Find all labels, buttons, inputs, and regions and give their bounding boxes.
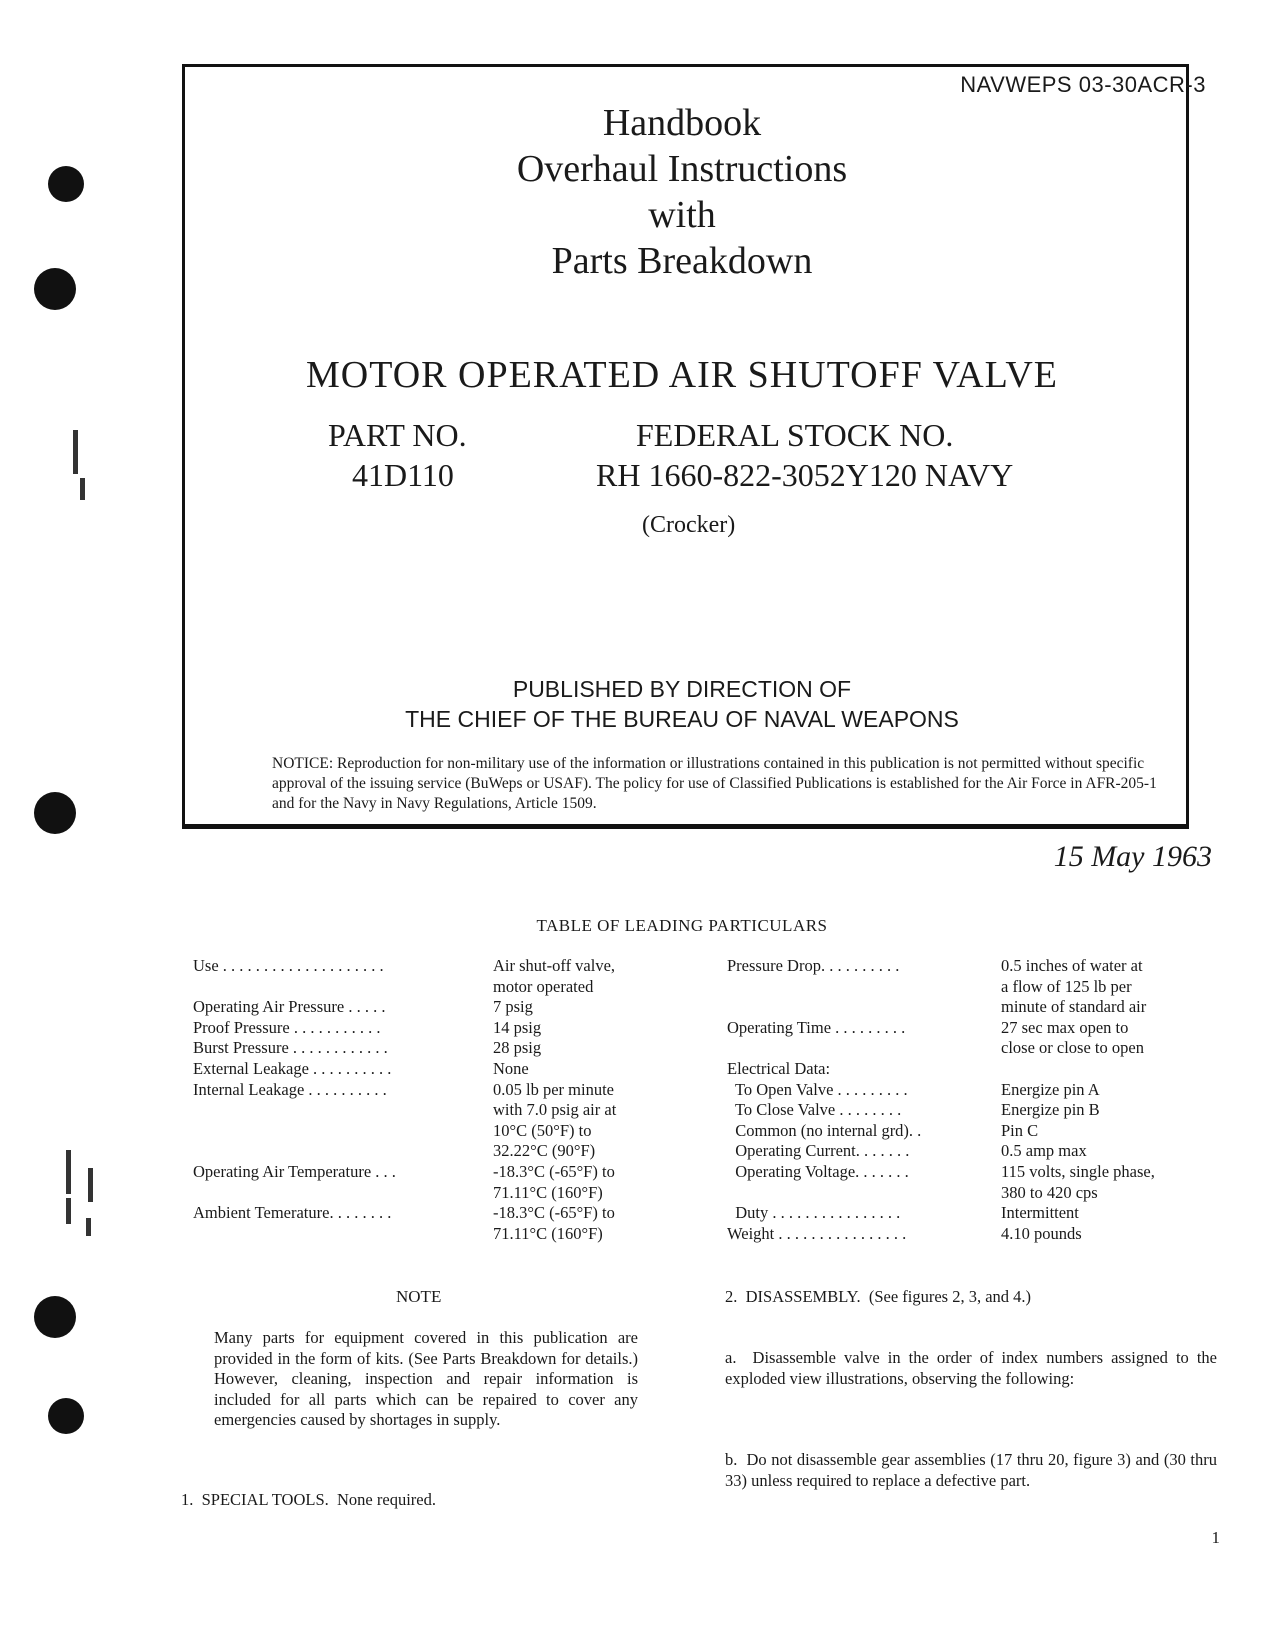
spec-row: [193, 1059, 673, 1080]
spec-value: Intermittent: [1001, 1203, 1079, 1223]
leading-particulars-left: [193, 956, 673, 1244]
spec-row: [727, 1080, 1217, 1101]
staple-mark: [73, 430, 78, 474]
spec-label: Use . . . . . . . . . . . . . . . . . . . .: [193, 956, 384, 975]
spec-row: [193, 1018, 673, 1039]
binder-hole: [34, 792, 76, 834]
spec-value: 380 to 420 cps: [1001, 1182, 1098, 1202]
spec-value: a flow of 125 lb per: [1001, 976, 1132, 996]
leading-particulars-right: [727, 956, 1217, 1244]
spec-label: To Close Valve . . . . . . . .: [727, 1100, 902, 1120]
spec-row: [727, 1203, 1217, 1224]
spec-value: motor operated: [493, 976, 594, 996]
spec-value: Energize pin A: [1001, 1079, 1100, 1099]
spec-row: [193, 977, 673, 998]
spec-row: [193, 1121, 673, 1142]
spec-value: 0.05 lb per minute: [493, 1079, 614, 1099]
heading-line-4: Parts Breakdown: [551, 240, 813, 282]
spec-row: [193, 1038, 673, 1059]
binder-hole: [34, 1296, 76, 1338]
spec-label: Internal Leakage . . . . . . . . . .: [193, 1079, 387, 1099]
page-number: 1: [1211, 1528, 1220, 1547]
heading-line-2: Overhaul Instructions: [516, 148, 848, 190]
part-no: 41D110: [352, 457, 454, 493]
spec-value: minute of standard air: [1001, 997, 1147, 1017]
spec-value: -18.3°C (-65°F) to: [493, 1161, 615, 1181]
spec-value: 32.22°C (90°F): [493, 1141, 596, 1161]
spec-label: External Leakage . . . . . . . . . .: [193, 1058, 392, 1078]
notice-text: NOTICE: Reproduction for non-military use of the information or illustrations contained in this publication is not permitted without specific approval of the issuing service (BuWeps or USAF). The policy for use of Classified Publications is established for the Air Force in AFR-205-1 and for the Navy in Navy Regulations, Article 1509.: [272, 755, 1157, 812]
spec-label: Weight . . . . . . . . . . . . . . . .: [727, 1223, 907, 1243]
document-title: MOTOR OPERATED AIR SHUTOFF VALVE: [305, 354, 1059, 396]
spec-row: [193, 956, 673, 977]
spec-value: None: [493, 1058, 529, 1078]
spec-row: [193, 1224, 673, 1245]
spec-value: Energize pin B: [1001, 1100, 1100, 1120]
spec-label: Operating Air Pressure . . . . .: [193, 997, 386, 1017]
spec-label: Operating Air Temperature . . .: [193, 1161, 396, 1181]
spec-value: 14 psig: [493, 1017, 542, 1037]
spec-row: [727, 977, 1217, 998]
stock-no-label: FEDERAL STOCK NO.: [636, 417, 954, 453]
document-number: NAVWEPS 03-30ACR-3: [960, 72, 1206, 97]
spec-label: Operating Time . . . . . . . . .: [727, 1017, 906, 1037]
section-2-heading: 2. DISASSEMBLY. (See figures 2, 3, and 4.): [725, 1287, 1032, 1306]
staple-mark: [88, 1168, 93, 1202]
spec-row: [193, 997, 673, 1018]
spec-value: 115 volts, single phase,: [1001, 1161, 1155, 1181]
spec-label: To Open Valve . . . . . . . . .: [727, 1079, 908, 1099]
spec-label: Burst Pressure . . . . . . . . . . . .: [193, 1038, 388, 1058]
spec-row: [727, 1183, 1217, 1204]
stock-no: RH 1660-822-3052Y120 NAVY: [596, 457, 1014, 493]
spec-value: 10°C (50°F) to: [493, 1120, 592, 1140]
spec-row: [727, 1059, 1217, 1080]
staple-mark: [66, 1150, 71, 1194]
spec-row: [193, 1141, 673, 1162]
heading-line-1: Handbook: [602, 102, 762, 144]
spec-label: Pressure Drop. . . . . . . . . .: [727, 956, 900, 975]
part-no-label: PART NO.: [328, 417, 467, 453]
spec-row: [727, 1141, 1217, 1162]
spec-value: Pin C: [1001, 1120, 1039, 1140]
table-title: TABLE OF LEADING PARTICULARS: [536, 916, 828, 935]
spec-row: [727, 1162, 1217, 1183]
spec-label: Proof Pressure . . . . . . . . . . .: [193, 1017, 381, 1037]
section-2-para-b: b. Do not disassemble gear assemblies (17 thru 20, figure 3) and (30 thru 33) unless required to replace a defective part.: [725, 1450, 1222, 1490]
spec-row: [727, 1224, 1217, 1245]
spec-value: 4.10 pounds: [1001, 1223, 1082, 1243]
note-text: Many parts for equipment covered in this publication are provided in the form of kits. (See Parts Breakdown for details.) However, cleaning, inspection and repair information is included for all parts which can be repaired to cover any emergencies caused by shortages in supply.: [214, 1328, 638, 1430]
published-by-line-2: THE CHIEF OF THE BUREAU OF NAVAL WEAPONS: [405, 706, 959, 732]
spec-row: [727, 1038, 1217, 1059]
spec-value: 0.5 amp max: [1001, 1141, 1087, 1161]
spec-value: 71.11°C (160°F): [493, 1223, 603, 1243]
spec-label: Common (no internal grd). .: [727, 1120, 922, 1140]
spec-row: [193, 1162, 673, 1183]
note-heading: NOTE: [396, 1287, 442, 1306]
spec-row: [193, 1203, 673, 1224]
spec-value: 28 psig: [493, 1038, 542, 1058]
spec-value: 27 sec max open to: [1001, 1017, 1129, 1037]
spec-value: 7 psig: [493, 997, 533, 1017]
section-1-special-tools: 1. SPECIAL TOOLS. None required.: [181, 1490, 436, 1509]
spec-value: with 7.0 psig air at: [493, 1100, 617, 1120]
spec-value: 0.5 inches of water at: [1001, 956, 1143, 975]
spec-value: -18.3°C (-65°F) to: [493, 1203, 615, 1223]
spec-value: Air shut-off valve,: [493, 956, 616, 975]
manufacturer: (Crocker): [642, 512, 736, 538]
spec-row: [193, 1100, 673, 1121]
publication-date: 15 May 1963: [1053, 840, 1212, 873]
spec-label: Ambient Temerature. . . . . . . .: [193, 1203, 392, 1223]
spec-row: [193, 1183, 673, 1204]
spec-label: Operating Voltage. . . . . . .: [727, 1161, 909, 1181]
staple-mark: [86, 1218, 91, 1236]
spec-label: Operating Current. . . . . . .: [727, 1141, 910, 1161]
binder-hole: [48, 1398, 84, 1434]
binder-hole: [34, 268, 76, 310]
spec-value: close or close to open: [1001, 1038, 1144, 1058]
spec-row: [727, 997, 1217, 1018]
published-by-line-1: PUBLISHED BY DIRECTION OF: [512, 676, 852, 702]
spec-row: [727, 1100, 1217, 1121]
spec-row: [727, 1018, 1217, 1039]
spec-value: 71.11°C (160°F): [493, 1182, 603, 1202]
spec-row: [727, 956, 1217, 977]
spec-row: [193, 1080, 673, 1101]
spec-label: Duty . . . . . . . . . . . . . . . .: [727, 1203, 901, 1223]
binder-hole: [48, 166, 84, 202]
spec-label: Electrical Data:: [727, 1058, 831, 1078]
staple-mark: [66, 1198, 71, 1224]
spec-row: [727, 1121, 1217, 1142]
heading-line-3: with: [648, 194, 716, 236]
section-2-para-a: a. Disassemble valve in the order of index numbers assigned to the exploded view illustrations, observing the following:: [725, 1348, 1222, 1388]
staple-mark: [80, 478, 85, 500]
